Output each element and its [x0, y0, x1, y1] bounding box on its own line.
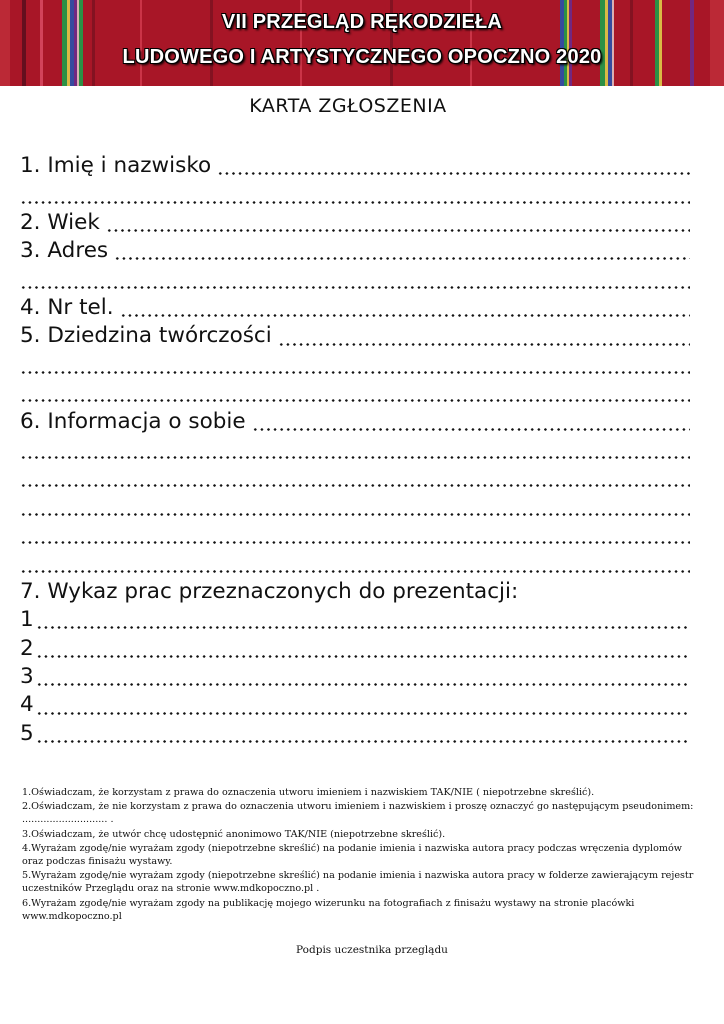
field-age[interactable] [20, 209, 690, 237]
work-item-number: 2 [20, 635, 34, 661]
field-about-continuation[interactable] [20, 521, 690, 549]
form-title: KARTA ZGŁOSZENIA [249, 95, 447, 117]
dotted-line [36, 608, 690, 632]
field-name[interactable] [20, 152, 690, 180]
field-name-label: 1. Imię i nazwisko [20, 153, 212, 178]
dotted-line [278, 325, 690, 349]
works-heading-row [20, 578, 690, 606]
field-phone-label: 4. Nr tel. [20, 294, 114, 320]
work-item-number: 3 [20, 664, 34, 690]
banner-title-line-1: VII PRZEGLĄD RĘKODZIEŁA [221, 11, 503, 33]
dotted-line [36, 722, 690, 746]
field-about-continuation[interactable] [20, 464, 690, 492]
field-address[interactable] [20, 237, 690, 265]
field-field-of-work-label: 5. Dziedzina twórczości [20, 323, 272, 349]
application-form-fields [20, 152, 690, 748]
consent-statement: 2.Oświadczam, że nie korzystam z prawa do oznaczenia utworu imieniem i nazwiskiem i proszę oznaczyć go następującym pseudonimem: ............................ . [22, 801, 694, 826]
field-field-of-work[interactable] [20, 322, 690, 350]
field-field-of-work-continuation[interactable] [20, 379, 690, 407]
dotted-line [20, 268, 690, 292]
field-address-continuation[interactable] [20, 266, 690, 294]
field-about[interactable] [20, 408, 690, 436]
dotted-line [20, 466, 690, 490]
field-phone[interactable] [20, 294, 690, 322]
consent-statement: 4.Wyrażam zgodę/nie wyrażam zgody (niepotrzebne skreślić) na podanie imienia i nazwiska autora pracy podczas wręczenia dyplomów oraz podczas finisażu wystawy. [22, 842, 682, 868]
field-about-continuation[interactable] [20, 549, 690, 577]
dotted-line [20, 353, 690, 377]
work-item-2[interactable] [20, 635, 690, 663]
field-name-continuation[interactable] [20, 180, 690, 208]
field-age-label: 2. Wiek [20, 209, 100, 235]
dotted-line [106, 211, 690, 235]
dotted-line [36, 694, 690, 718]
field-about-continuation[interactable] [20, 493, 690, 521]
work-item-5[interactable] [20, 720, 690, 748]
field-address-label: 3. Adres [20, 238, 109, 264]
work-item-number: 1 [20, 607, 34, 633]
banner-title-line-2: LUDOWEGO I ARTYSTYCZNEGO OPOCZNO 2020 [122, 46, 602, 68]
work-item-number: 5 [20, 720, 34, 746]
consent-statement: 6.Wyrażam zgodę/nie wyrażam zgody na publikację mojego wizerunku na fotografiach z finisażu wystawy na stronie placówki www.mdkopoczno.pl [22, 897, 635, 922]
dotted-line [20, 495, 690, 519]
works-heading: 7. Wykaz prac przeznaczonych do prezentacji: [20, 578, 519, 604]
work-item-3[interactable] [20, 663, 690, 691]
dotted-line [36, 665, 690, 689]
dotted-line [20, 523, 690, 547]
work-item-4[interactable] [20, 691, 690, 719]
dotted-line [120, 296, 690, 320]
work-item-number: 4 [20, 692, 34, 718]
dotted-line [36, 637, 690, 661]
dotted-line [252, 410, 690, 434]
dotted-line [20, 438, 690, 462]
work-item-1[interactable] [20, 606, 690, 634]
dotted-line [20, 183, 690, 207]
folk-textile-banner [0, 0, 724, 86]
consent-statements [22, 786, 702, 924]
participant-signature-label: Podpis uczestnika przeglądu [296, 944, 448, 956]
dotted-line [217, 154, 690, 178]
field-about-continuation[interactable] [20, 436, 690, 464]
field-field-of-work-continuation[interactable] [20, 351, 690, 379]
dotted-line [114, 239, 690, 263]
consent-statement: 1.Oświadczam, że korzystam z prawa do oznaczenia utworu imieniem i nazwiskiem TAK/NIE ( niepotrzebne skreślić). [22, 787, 595, 798]
consent-statement: 5.Wyrażam zgodę/nie wyrażam zgody (niepotrzebne skreślić) na podanie imienia i nazwiska autora pracy w folderze zawierającym rejestr uczestników Przeglądu oraz na stronie www.mdkopoczno.pl . [22, 870, 694, 895]
consent-statement: 3.Oświadczam, że utwór chcę udostępnić anonimowo TAK/NIE (niepotrzebne skreślić). [22, 828, 446, 840]
dotted-line [20, 381, 690, 405]
dotted-line [20, 552, 690, 576]
field-about-label: 6. Informacja o sobie [20, 408, 246, 434]
